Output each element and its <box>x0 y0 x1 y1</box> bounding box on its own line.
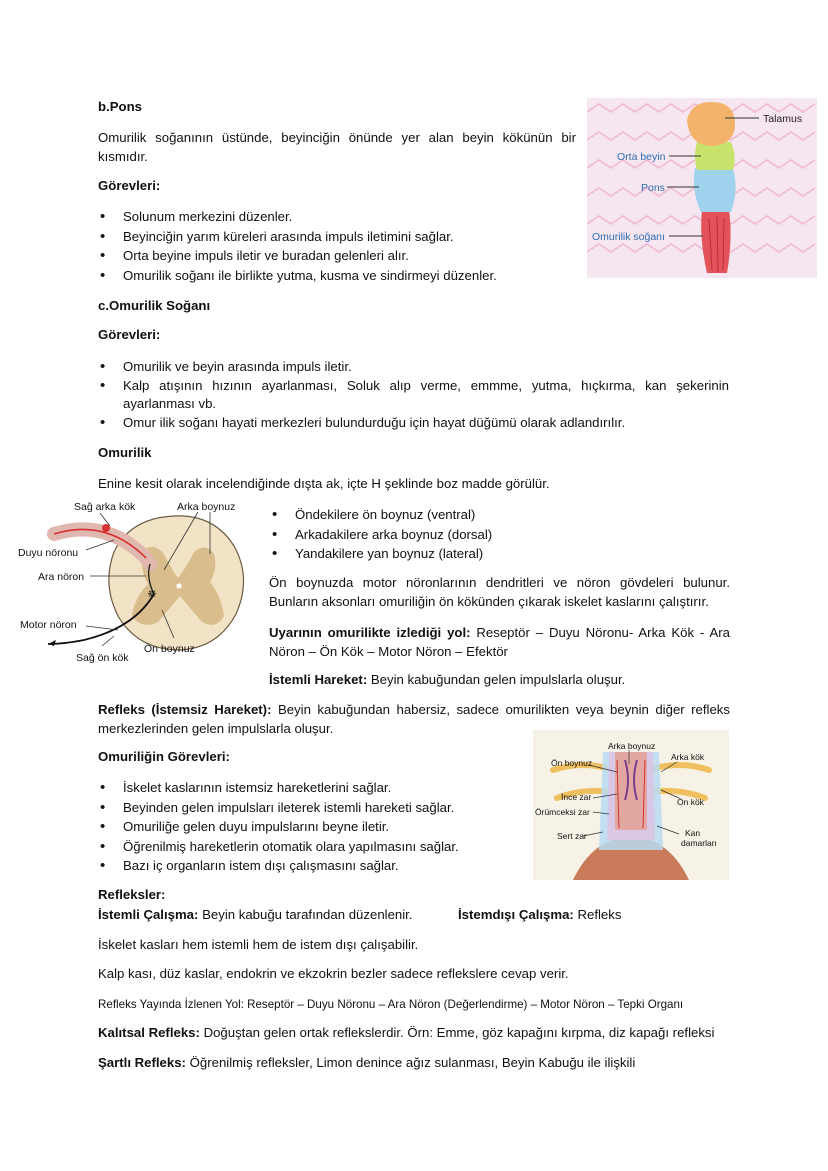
list-item: • Öğrenilmiş hareketlerin otomatik olara yapılmasını sağlar. <box>98 837 528 857</box>
hereditary-reflex-value: Doğuştan gelen ortak reflekslerdir. Örn: Emme, göz kapağını kırpma, diz kapağı refleksi <box>203 1025 715 1040</box>
list-item: • Omurilik ve beyin arasında impuls iletir. <box>98 357 729 377</box>
label-arka-kok: Arka kök <box>671 752 705 762</box>
label-on-kok: Ön kök <box>677 797 704 807</box>
medulla-duties-heading: Görevleri: <box>98 327 161 342</box>
list-item: • Solunum merkezini düzenler. <box>98 207 578 227</box>
list-item: • Yandakilere yan boynuz (lateral) <box>270 544 730 564</box>
spinal-cord-description: Enine kesit olarak incelendiğinde dışta ak, içte H şeklinde boz madde görülür. <box>98 476 550 491</box>
conditioned-reflex-label: Şartlı Refleks: <box>98 1055 186 1070</box>
list-item: • Beyinden gelen impulsları ileterek istemli hareketi sağlar. <box>98 798 528 818</box>
label-damarlari: damarları <box>681 838 717 848</box>
list-item: • Omuriliğe gelen duyu impulslarını beyne iletir. <box>98 817 528 837</box>
label-on-boynuz: Ön boynuz <box>551 758 593 768</box>
label-kan: Kan <box>685 828 701 838</box>
list-item: • Bazı iç organların istem dışı çalışmasını sağlar. <box>98 856 528 876</box>
spinal-duties-list <box>98 778 528 876</box>
spinal-meninges-figure <box>533 730 729 880</box>
label-duyu-noronu: Duyu nöronu <box>18 547 79 559</box>
list-item: • Arkadakilere arka boynuz (dorsal) <box>270 525 730 545</box>
pons-heading: b.Pons <box>98 99 142 114</box>
spinal-cross-section-figure <box>14 498 264 670</box>
label-sag-on-kok: Sağ ön kök <box>76 652 129 664</box>
label-talamus: Talamus <box>763 113 803 125</box>
list-item: • İskelet kaslarının istemsiz hareketlerini sağlar. <box>98 778 528 798</box>
voluntary-work-text <box>98 905 413 924</box>
voluntary-movement-value: Beyin kabuğundan gelen impulslarla oluşur. <box>370 672 626 687</box>
reflexes-heading: Refleksler: <box>98 887 166 902</box>
label-omurilik-sogani: Omurilik soğanı <box>592 231 665 243</box>
brainstem-figure <box>587 98 817 278</box>
voluntary-work-label: İstemli Çalışma: <box>98 907 199 922</box>
medulla-shape <box>701 210 730 273</box>
list-item: • Beyinciğin yarım küreleri arasında impuls iletimini sağlar. <box>98 227 578 247</box>
voluntary-movement-label: İstemli Hareket: <box>269 672 368 687</box>
hereditary-reflex-text <box>98 1023 714 1042</box>
list-item: • Kalp atışının hızının ayarlanması, Soluk alıp verme, emmme, yutma, hıçkırma, kan şekerinin ayarlanması vb. <box>98 377 729 413</box>
label-arka-boynuz: Arka boynuz <box>608 741 656 751</box>
list-item: • Omurilik soğanı ile birlikte yutma, kusma ve sindirmeyi düzenler. <box>98 266 578 286</box>
spinal-cord-heading: Omurilik <box>98 445 152 460</box>
conditioned-reflex-text <box>98 1053 635 1072</box>
label-ince-zar: İnce zar <box>561 792 592 802</box>
reflex-text: Beyin kabuğundan habersiz, sadece omurilikten veya beynin diğer refleks merkezlerinden gelen impulslarla oluşur. <box>98 702 730 736</box>
pons-shape <box>694 168 736 212</box>
list-item: • Omur ilik soğanı hayati merkezleri bulundurduğu için hayat düğümü olarak adlandırılır. <box>98 413 729 433</box>
label-on-boynuz: Ön boynuz <box>144 643 195 655</box>
voluntary-work-value: Beyin kabuğu tarafından düzenlenir. <box>202 907 413 922</box>
pons-description: Omurilik soğanının üstünde, beyinciğin önünde yer alan beyin kökünün bir kısmıdır. <box>98 130 576 164</box>
spinal-duties-heading: Omuriliğin Görevleri: <box>98 749 230 764</box>
medulla-heading: c.Omurilik Soğanı <box>98 298 211 313</box>
motor-neuron-text: Ön boynuzda motor nöronlarının dendritleri ve nöron gövdeleri bulunur. Bunların aksonları omuriliğin ön kökünden çıkarak iskelet kaslarını çalıştırır. <box>269 575 730 609</box>
label-pons: Pons <box>641 182 665 194</box>
stimulus-path-value: Reseptör – Duyu Nöronu- Arka Kök - Ara Nöron – Ön Kök – Motor Nöron – Efektör <box>269 625 730 659</box>
svg-text:✵: ✵ <box>147 587 158 601</box>
involuntary-work-text <box>458 905 621 924</box>
voluntary-movement-text <box>269 670 625 689</box>
pons-duties-list <box>98 207 578 285</box>
label-arka-boynuz: Arka boynuz <box>177 501 236 513</box>
label-orumceksi-zar: Örümceksi zar <box>535 807 590 817</box>
involuntary-work-label: İstemdışı Çalışma: <box>458 907 574 922</box>
heart-muscle-text: Kalp kası, düz kaslar, endokrin ve ekzokrin bezler sadece reflekslere cevap verir. <box>98 966 569 981</box>
label-motor-noron: Motor nöron <box>20 619 77 631</box>
hereditary-reflex-label: Kalıtsal Refleks: <box>98 1025 200 1040</box>
involuntary-work-value: Refleks <box>577 907 622 922</box>
stimulus-path-label: Uyarının omurilikte izlediği yol: <box>269 625 471 640</box>
reflex-label: Refleks (İstemsiz Hareket): <box>98 702 272 717</box>
label-sag-arka-kok: Sağ arka kök <box>74 501 136 513</box>
label-orta-beyin: Orta beyin <box>617 151 666 163</box>
skeletal-muscle-text: İskelet kasları hem istemli hem de istem dışı çalışabilir. <box>98 937 419 952</box>
list-item: • Orta beyine impuls iletir ve buradan gelenleri alır. <box>98 246 578 266</box>
conditioned-reflex-value: Öğrenilmiş refleksler, Limon denince ağız sulanması, Beyin Kabuğu ile ilişkili <box>189 1055 636 1070</box>
label-sert-zar: Sert zar <box>557 831 587 841</box>
stimulus-path-text <box>269 623 730 661</box>
medulla-duties-list <box>98 357 729 432</box>
label-ara-noron: Ara nöron <box>38 571 85 583</box>
pons-duties-heading: Görevleri: <box>98 178 161 193</box>
list-item: • Öndekilere ön boynuz (ventral) <box>270 505 730 525</box>
horns-list <box>270 505 730 564</box>
reflex-arc-path: Refleks Yayında İzlenen Yol: Reseptör – Duyu Nöronu – Ara Nöron (Değerlendirme) – Motor Nöron – Tepki Organı <box>98 998 684 1011</box>
